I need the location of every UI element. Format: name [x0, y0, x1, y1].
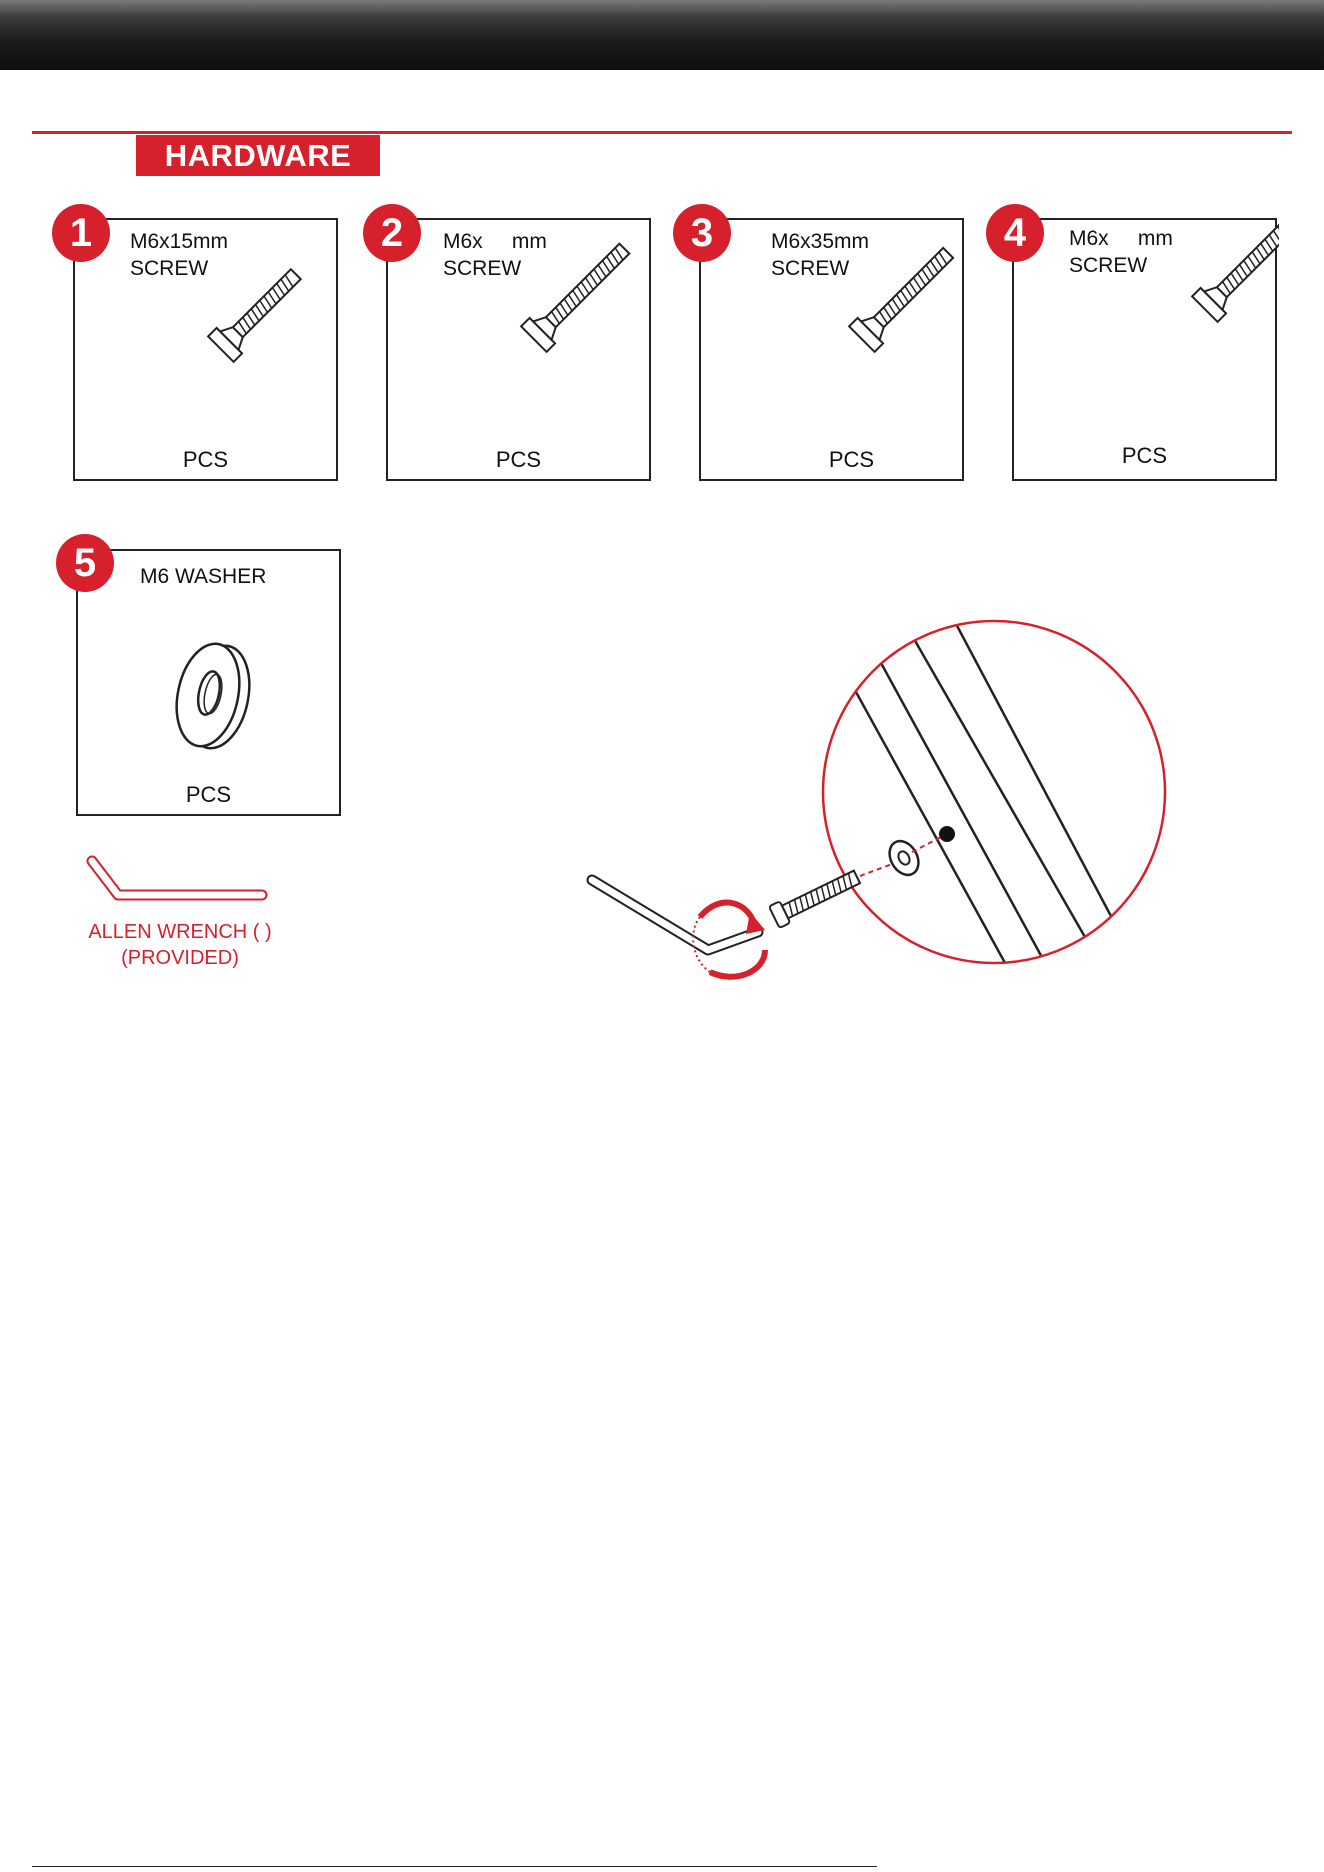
part-card-2 [386, 218, 651, 481]
part-name: M6x mm SCREW [443, 230, 547, 280]
part-number-badge-1: 1 [52, 204, 110, 262]
part-number-badge-5: 5 [56, 534, 114, 592]
screw-icon [388, 220, 653, 483]
part-quantity: PCS [185, 782, 232, 807]
header-bar [0, 0, 1324, 70]
part-card-3 [699, 218, 964, 481]
allen-wrench-label [60, 919, 300, 971]
part-card-1 [73, 218, 338, 481]
part-number-badge-3: 3 [673, 204, 731, 262]
detail-circle [823, 621, 1165, 963]
part-quantity: PCS [182, 447, 229, 472]
part-name: M6x35mm SCREW [771, 230, 870, 280]
screw-icon [701, 220, 966, 483]
part-name: M6x mm SCREW [1069, 227, 1173, 277]
section-title: HARDWARE [136, 135, 380, 176]
part-number-badge-4: 4 [986, 204, 1044, 262]
part-name: M6x15mm SCREW [130, 230, 229, 280]
screw-icon [75, 220, 340, 483]
part-card-5 [76, 549, 341, 816]
allen-wrench-label-line2: (PROVIDED) [121, 947, 239, 969]
part-card-4 [1012, 218, 1277, 481]
assembly-detail-icon [560, 612, 1260, 1032]
part-number-badge-2: 2 [363, 204, 421, 262]
allen-wrench-label-line1: ALLEN WRENCH ( ) [88, 921, 272, 943]
part-quantity: PCS [1121, 443, 1168, 468]
part-quantity: PCS [828, 447, 875, 472]
part-quantity: PCS [495, 447, 542, 472]
footer-rule [32, 1866, 877, 1867]
allen-wrench-icon [86, 855, 286, 915]
section-rule [32, 131, 1292, 134]
washer-icon [78, 551, 343, 818]
part-name: M6 WASHER [140, 565, 267, 588]
